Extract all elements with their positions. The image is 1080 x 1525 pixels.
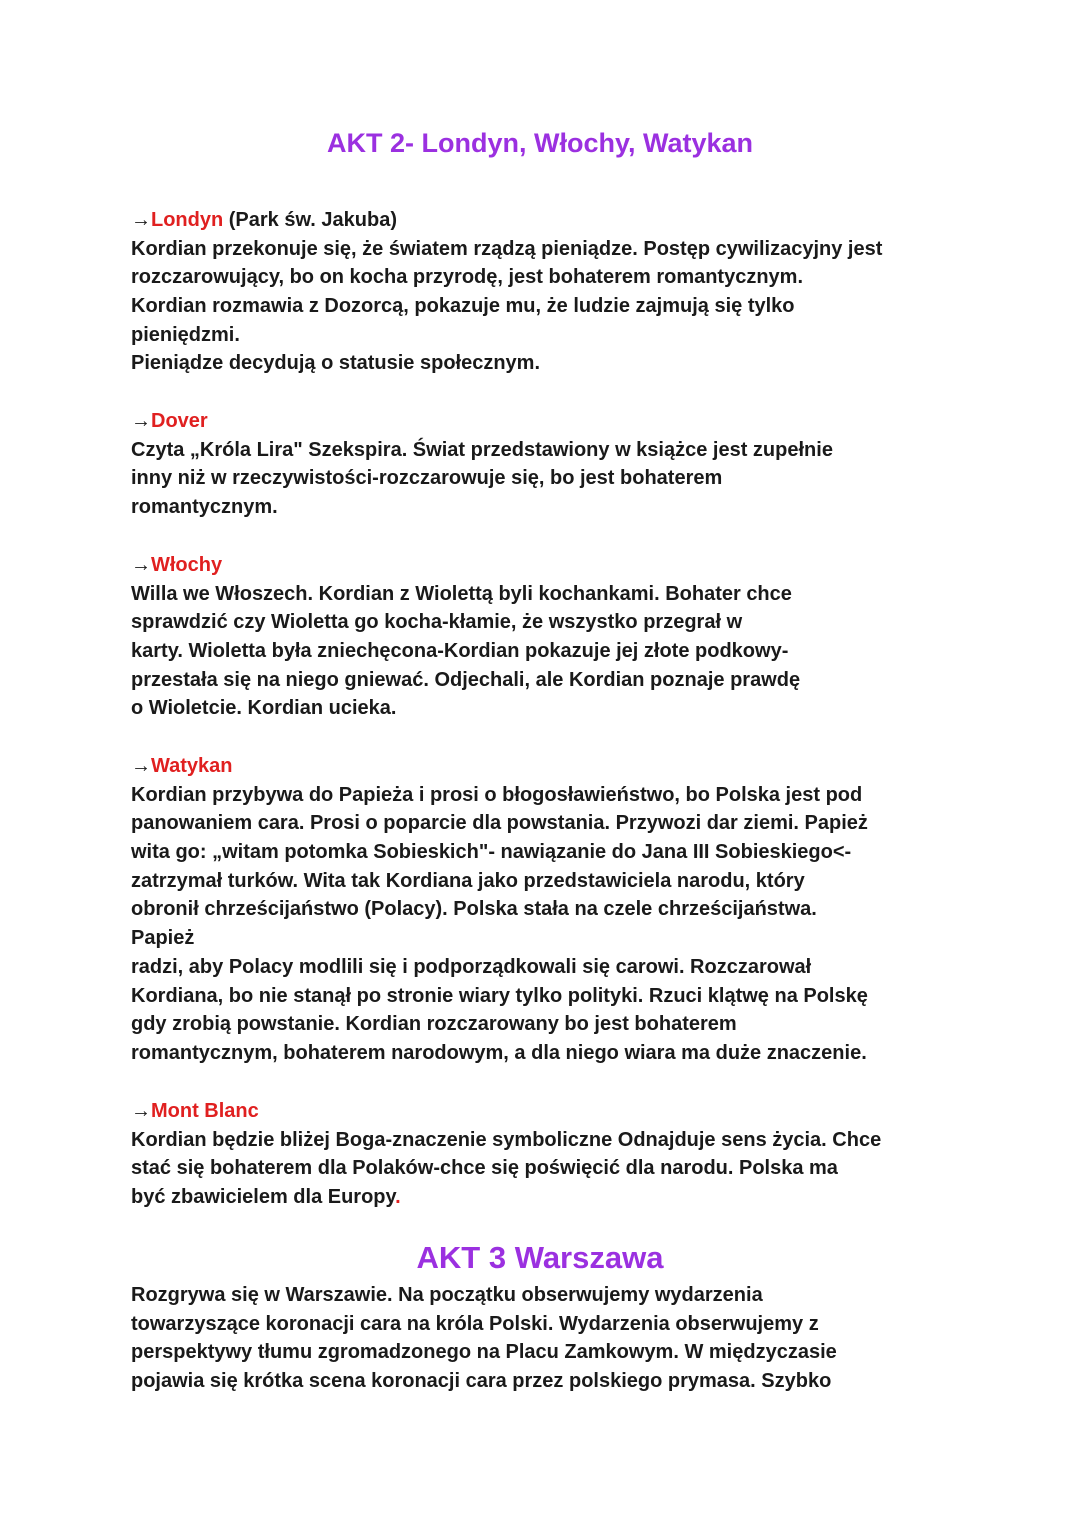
paragraph-line-text: być zbawicielem dla Europy (131, 1186, 396, 1209)
act2-title: AKT 2- Londyn, Włochy, Watykan (326, 128, 753, 158)
section-mont-blanc (131, 1097, 961, 1212)
paragraph-line: radzi, aby Polacy modlili się i podporządkowali się carowi. Rozczarował (131, 955, 812, 978)
arrow-right-icon: → (131, 1100, 151, 1122)
paragraph-line: karty. Wioletta była zniechęcona-Kordian pokazuje jej złote podkowy- (131, 640, 789, 663)
section-heading (131, 551, 961, 580)
red-period: . (395, 1186, 401, 1209)
paragraph-line: pojawia się krótka scena koronacji cara przez polskiego prymasa. Szybko (131, 1370, 832, 1393)
arrow-right-icon: → (131, 410, 151, 432)
section-act3 (131, 1281, 961, 1396)
paragraph-line: Kordiana, bo nie stanął po stronie wiary tylko polityki. Rzuci klątwę na Polskę (131, 984, 868, 1007)
paragraph-line: Pieniądze decydują o statusie społecznym. (131, 352, 541, 375)
section-heading (131, 1097, 961, 1126)
paragraph-line: stać się bohaterem dla Polaków-chce się poświęcić dla narodu. Polska ma (131, 1157, 838, 1180)
place-name: Dover (151, 410, 208, 432)
paragraph-line: o Wioletcie. Kordian ucieka. (131, 697, 397, 720)
paragraph-line: romantycznym. (131, 496, 278, 519)
section-heading (131, 407, 961, 436)
paragraph-line: perspektywy tłumu zgromadzonego na Placu Zamkowym. W międzyczasie (131, 1341, 837, 1364)
paragraph-line: gdy zrobią powstanie. Kordian rozczarowany bo jest bohaterem (131, 1013, 737, 1036)
place-name: Londyn (151, 209, 224, 231)
arrow-right-icon: → (131, 554, 151, 576)
paragraph-line: Rozgrywa się w Warszawie. Na początku obserwujemy wydarzenia (131, 1284, 763, 1306)
section-heading (131, 752, 961, 781)
section-watykan (131, 752, 961, 1068)
arrow-right-icon: → (131, 755, 151, 777)
paragraph-line: panowaniem cara. Prosi o poparcie dla powstania. Przywozi dar ziemi. Papież (131, 812, 868, 835)
paragraph-line: rozczarowujący, bo on kocha przyrodę, jest bohaterem romantycznym. (131, 266, 804, 289)
place-name: Mont Blanc (151, 1100, 259, 1122)
paragraph-line: Willa we Włoszech. Kordian z Wiolettą byli kochankami. Bohater chce (131, 582, 792, 605)
paragraph-line: Czyta „Króla Lira" Szekspira. Świat przedstawiony w książce jest zupełnie (131, 438, 833, 461)
paragraph-line: Kordian przybywa do Papieża i prosi o błogosławieństwo, bo Polska jest pod (131, 783, 863, 806)
paragraph-line: przestała się na niego gniewać. Odjechali, ale Kordian poznaje prawdę (131, 668, 801, 691)
paragraph-line: inny niż w rzeczywistości-rozczarowuje się, bo jest bohaterem (131, 467, 723, 490)
paragraph-line: romantycznym, bohaterem narodowym, a dla niego wiara ma duże znaczenie. (131, 1041, 867, 1064)
paragraph-line: Kordian rozmawia z Dozorcą, pokazuje mu, że ludzie zajmują się tylko (131, 295, 795, 318)
paragraph-line (131, 1183, 961, 1212)
section-dover (131, 407, 961, 522)
arrow-right-icon: → (131, 209, 151, 231)
act3-title: AKT 3 Warszawa (416, 1240, 664, 1275)
paragraph-line: pieniędzmi. (131, 323, 240, 346)
place-subtitle: (Park św. Jakuba) (223, 209, 397, 231)
paragraph-line: zatrzymał turków. Wita tak Kordiana jako przedstawiciela narodu, który (131, 869, 805, 892)
section-wlochy (131, 551, 961, 723)
paragraph-line: Papież (131, 927, 195, 950)
paragraph-line: wita go: „witam potomka Sobieskich"- nawiązanie do Jana III Sobieskiego<- (131, 841, 852, 864)
paragraph-line: Kordian będzie bliżej Boga-znaczenie symboliczne Odnajduje sens życia. Chce (131, 1128, 882, 1151)
place-name: Watykan (151, 755, 233, 777)
paragraph-line: obronił chrześcijaństwo (Polacy). Polska stała na czele chrześcijaństwa. (131, 898, 817, 921)
section-heading (131, 206, 961, 235)
place-name: Włochy (151, 554, 223, 576)
paragraph-line: towarzyszące koronacji cara na króla Polski. Wydarzenia obserwujemy z (131, 1312, 819, 1335)
paragraph-line: sprawdzić czy Wioletta go kocha-kłamie, że wszystko przegrał w (131, 611, 743, 634)
section-londyn (131, 206, 961, 378)
paragraph-line: Kordian przekonuje się, że światem rządzą pieniądze. Postęp cywilizacyjny jest (131, 237, 883, 260)
